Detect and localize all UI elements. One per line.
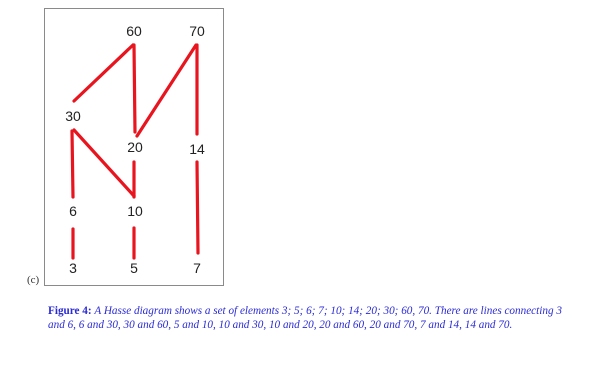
figure-caption <box>48 304 573 333</box>
node-10: 10 <box>127 203 143 219</box>
edge-20-70 <box>137 45 196 136</box>
edge-10-30 <box>74 130 134 196</box>
node-7: 7 <box>193 260 201 276</box>
edge-30-60 <box>74 45 133 101</box>
node-3: 3 <box>69 260 77 276</box>
edge-7-14 <box>197 162 198 253</box>
node-5: 5 <box>130 260 138 276</box>
node-30: 30 <box>65 108 81 124</box>
edge-20-60 <box>134 45 135 132</box>
node-70: 70 <box>189 23 205 39</box>
caption-text: A Hasse diagram shows a set of elements 3; 5; 6; 7; 10; 14; 20; 30; 60, 70. There are lines connecting 3 and 6, 6 and 30, 30 and 60, 5 and 10, 10 and 30, 10 and 20, 20 and 60, 20 and 70, 7 and 14, 14 and 70. <box>48 305 562 332</box>
node-60: 60 <box>126 23 142 39</box>
edge-6-30 <box>72 131 73 197</box>
node-6: 6 <box>69 203 77 219</box>
node-14: 14 <box>189 141 205 157</box>
subfigure-label: (c) <box>27 274 40 286</box>
node-20: 20 <box>127 139 143 155</box>
caption-label: Figure 4: <box>48 305 92 317</box>
